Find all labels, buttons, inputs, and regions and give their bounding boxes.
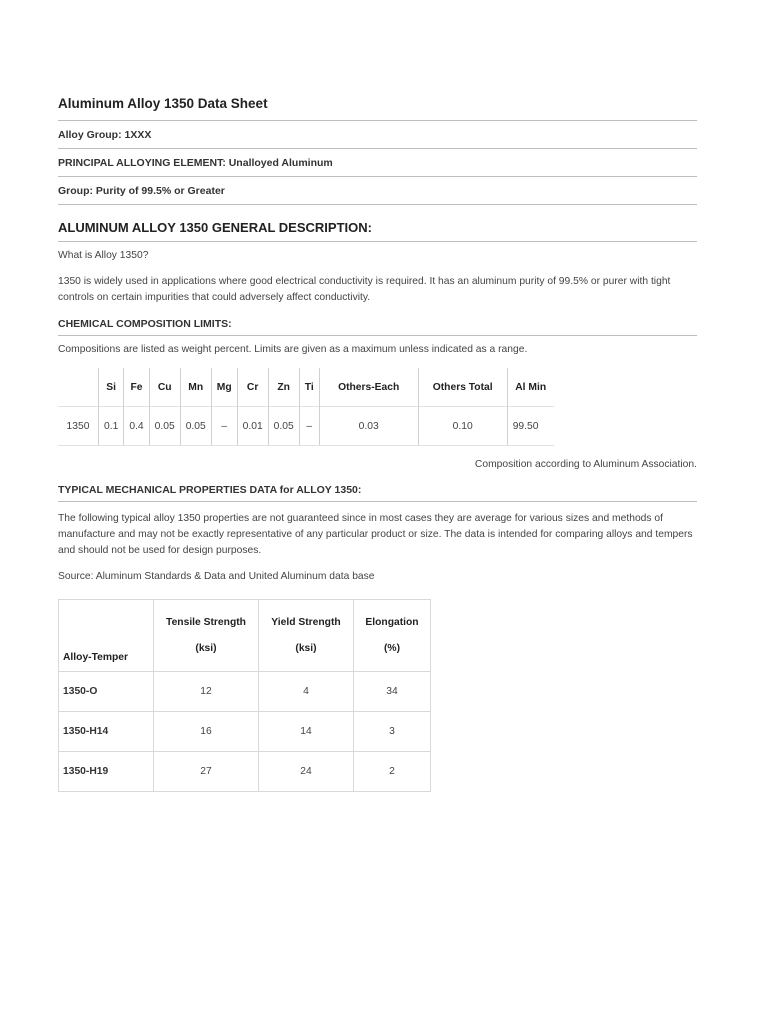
composition-header-row [58,368,554,407]
composition-header: Others-Each [319,368,418,407]
table-row [59,752,431,792]
header-label: Elongation [365,616,419,628]
composition-header: Fe [124,368,149,407]
temper-cell: 1350-O [59,672,154,712]
composition-cell: 0.01 [237,407,268,446]
elongation-cell: 3 [354,712,431,752]
composition-row [58,407,554,446]
composition-table [58,368,554,446]
composition-cell: 0.03 [319,407,418,446]
composition-cell: – [299,407,319,446]
composition-header: Mg [211,368,237,407]
elongation-cell: 34 [354,672,431,712]
page-title: Aluminum Alloy 1350 Data Sheet [58,96,268,111]
elongation-header [354,600,431,672]
table-row [59,712,431,752]
composition-header: Cu [149,368,180,407]
header-label: Tensile Strength [166,616,246,628]
composition-header: Si [99,368,124,407]
alloy-group: Alloy Group: 1XXX [58,120,697,148]
composition-header [58,368,99,407]
composition-header: Others Total [418,368,507,407]
composition-header: Cr [237,368,268,407]
description-heading: ALUMINUM ALLOY 1350 GENERAL DESCRIPTION: [58,220,697,242]
composition-source: Composition according to Aluminum Association. [474,459,697,470]
yield-cell: 24 [259,752,354,792]
principal-element: PRINCIPAL ALLOYING ELEMENT: Unalloyed Aluminum [58,148,697,176]
header-unit: (%) [383,642,400,654]
composition-cell: 0.4 [124,407,149,446]
yield-cell: 4 [259,672,354,712]
chemical-composition-heading: CHEMICAL COMPOSITION LIMITS: [58,318,697,336]
tensile-cell: 16 [154,712,259,752]
tensile-cell: 12 [154,672,259,712]
composition-cell: 99.50 [507,407,554,446]
mechanical-source: Source: Aluminum Standards & Data and United Aluminum data base [58,571,375,582]
temper-cell: 1350-H19 [59,752,154,792]
yield-strength-header [259,600,354,672]
description-text: 1350 is widely used in applications where good electrical conductivity is required. It has an aluminum purity of 99.5% or purer with tight controls on certain impurities that could adversely affect conductivity. [58,276,671,303]
table-row [59,672,431,712]
temper-cell: 1350-H14 [59,712,154,752]
mechanical-description: The following typical alloy 1350 properties are not guaranteed since in most cases they are average for various sizes and methods of manufacture and may not be exactly representative of any particular product or size. The data is intended for comparing alloys and tempers and should not be used for design purposes. [58,513,693,556]
composition-cell: 0.05 [180,407,211,446]
composition-header: Al Min [507,368,554,407]
mechanical-properties-table [58,599,431,792]
header-unit: (ksi) [195,642,217,654]
tensile-cell: 27 [154,752,259,792]
mechanical-properties-heading: TYPICAL MECHANICAL PROPERTIES DATA for ALLOY 1350: [58,484,697,502]
alloy-temper-header: Alloy-Temper [59,600,154,672]
mechanical-header-row [59,600,431,672]
composition-header: Mn [180,368,211,407]
elongation-cell: 2 [354,752,431,792]
datasheet [58,96,697,792]
header-unit: (ksi) [295,642,317,654]
composition-cell: 0.05 [268,407,299,446]
purity-group: Group: Purity of 99.5% or Greater [58,176,697,205]
composition-cell: 0.05 [149,407,180,446]
header-label: Yield Strength [271,616,341,628]
composition-cell: – [211,407,237,446]
composition-header: Zn [268,368,299,407]
composition-cell: 0.10 [418,407,507,446]
composition-note: Compositions are listed as weight percent. Limits are given as a maximum unless indicated as a range. [58,344,528,355]
composition-cell: 1350 [58,407,99,446]
description-question: What is Alloy 1350? [58,250,149,261]
composition-header: Ti [299,368,319,407]
yield-cell: 14 [259,712,354,752]
composition-cell: 0.1 [99,407,124,446]
tensile-strength-header [154,600,259,672]
